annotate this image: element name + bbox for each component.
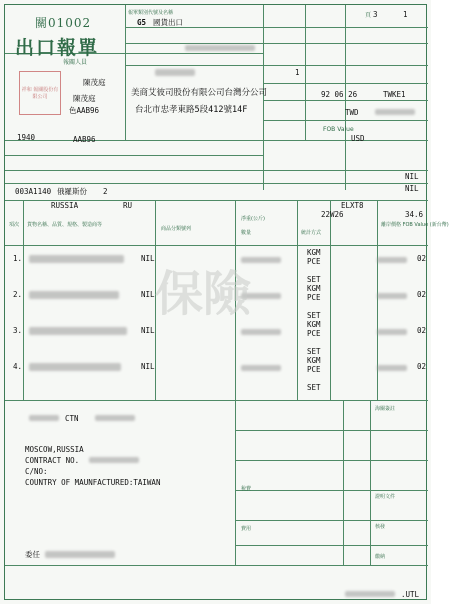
tariff-label: 稅費 bbox=[241, 486, 252, 492]
redacted-field bbox=[241, 329, 281, 335]
divider bbox=[5, 155, 263, 156]
redacted-field bbox=[377, 365, 407, 371]
col-fob-header: 離岸價格 FOB Value (新台幣) bbox=[381, 222, 449, 228]
nil-field-2: NIL bbox=[405, 184, 419, 193]
currency-code: TWKE1 bbox=[383, 90, 406, 99]
col-item-header: 項次 bbox=[9, 222, 20, 228]
page-label: 頁 bbox=[365, 12, 372, 19]
ctn-label: CTN bbox=[65, 414, 79, 423]
box-count: 1 bbox=[295, 68, 300, 77]
item-unit: KGM bbox=[307, 356, 321, 365]
divider bbox=[235, 545, 428, 546]
divider bbox=[5, 565, 428, 566]
origin-label: 俄羅斯份 bbox=[57, 187, 87, 196]
divider bbox=[330, 200, 331, 400]
fob-value-label: FOB Value bbox=[323, 126, 354, 133]
broker-code-stamp: 色AAB96 bbox=[69, 106, 100, 115]
item-unit: KGM bbox=[307, 248, 321, 257]
item-unit: SET bbox=[307, 275, 321, 284]
divider bbox=[5, 400, 428, 401]
divider bbox=[235, 430, 428, 431]
redacted-field bbox=[29, 255, 124, 263]
exporter-address: 台北市忠孝東路5段412號14F bbox=[135, 105, 248, 115]
vessel-code: ELXT8 bbox=[341, 201, 364, 210]
redacted-field bbox=[95, 415, 135, 421]
redacted-field bbox=[345, 591, 395, 597]
declaration-type-code: G5 bbox=[137, 18, 147, 27]
divider bbox=[235, 460, 428, 461]
col-stat-header: 統計方式 bbox=[301, 230, 322, 236]
redacted-field bbox=[29, 415, 59, 421]
origin-code: 003A1140 bbox=[15, 187, 52, 196]
item-unit: PCE bbox=[307, 257, 321, 266]
item-nil: NIL bbox=[141, 254, 155, 263]
divider bbox=[23, 200, 24, 400]
divider bbox=[125, 5, 126, 140]
divider bbox=[5, 183, 428, 184]
form-frame bbox=[4, 4, 449, 600]
redacted-field bbox=[377, 329, 407, 335]
divider bbox=[263, 83, 428, 84]
currency-usd: USD bbox=[351, 134, 365, 143]
item-code: 02 bbox=[417, 254, 427, 263]
nil-field-1: NIL bbox=[405, 172, 419, 181]
divider bbox=[235, 520, 428, 521]
declaration-type-name: 國貨出口 bbox=[153, 18, 183, 27]
divider bbox=[235, 490, 428, 491]
divider bbox=[125, 65, 428, 66]
customs-broker-seal: 祥和 報關股份有限公司 bbox=[19, 71, 61, 115]
customs-check-label: 海關簽註 bbox=[375, 406, 396, 412]
declaration-type-label: 報單類別代號及名稱 bbox=[128, 10, 174, 16]
divider bbox=[125, 43, 428, 44]
marks-destination: MOSCOW,RUSSIA bbox=[25, 445, 84, 454]
item-unit: SET bbox=[307, 383, 321, 392]
divider bbox=[235, 400, 236, 565]
item-unit: PCE bbox=[307, 293, 321, 302]
divider bbox=[125, 27, 428, 28]
divider bbox=[125, 140, 263, 141]
page-total: 1 bbox=[403, 10, 408, 19]
redacted-field bbox=[377, 257, 407, 263]
item-code: 02 bbox=[417, 362, 427, 371]
gross-weight: 34.6 bbox=[405, 210, 424, 219]
page-number: 3 bbox=[373, 10, 378, 19]
year-code: 1940 bbox=[17, 133, 36, 142]
item-unit: SET bbox=[307, 311, 321, 320]
destination-code: RU bbox=[123, 201, 133, 210]
vessel-voyage: 22W26 bbox=[321, 210, 344, 219]
redacted-field bbox=[45, 551, 115, 558]
divider bbox=[263, 140, 428, 141]
redacted-field bbox=[375, 109, 415, 115]
form-title: 出口報單 bbox=[15, 37, 100, 59]
item-nil: NIL bbox=[141, 362, 155, 371]
redacted-field bbox=[29, 327, 127, 335]
divider bbox=[5, 245, 428, 246]
item-number: 4. bbox=[13, 362, 23, 371]
destination: RUSSIA bbox=[51, 201, 79, 210]
import-code: AAB96 bbox=[73, 135, 96, 144]
redacted-field bbox=[89, 457, 139, 463]
fee-label: 費用 bbox=[241, 526, 252, 532]
item-number: 2. bbox=[13, 290, 23, 299]
redacted-field bbox=[241, 365, 281, 371]
item-code: 02 bbox=[417, 326, 427, 335]
currency: TWD bbox=[345, 108, 359, 117]
marks-country: COUNTRY OF MAUNFACTURED:TAIWAN bbox=[25, 478, 161, 487]
redacted-field bbox=[377, 293, 407, 299]
redacted-field bbox=[29, 291, 119, 299]
item-nil: NIL bbox=[141, 290, 155, 299]
item-unit: PCE bbox=[307, 365, 321, 374]
redacted-field bbox=[185, 45, 255, 51]
divider bbox=[343, 400, 344, 565]
divider bbox=[263, 120, 428, 121]
marks-carton-no: C/NO: bbox=[25, 467, 48, 476]
marks-contract: CONTRACT NO. bbox=[25, 456, 80, 465]
redacted-field bbox=[29, 363, 121, 371]
item-number: 1. bbox=[13, 254, 23, 263]
origin-count: 2 bbox=[103, 187, 108, 196]
certificate-label: 證明文件 bbox=[375, 494, 396, 500]
item-unit: PCE bbox=[307, 329, 321, 338]
broker-name: 陳茂庭 bbox=[83, 78, 106, 87]
utl-mark: .UTL bbox=[401, 590, 420, 599]
divider bbox=[263, 100, 428, 101]
redacted-field bbox=[155, 69, 195, 76]
pay-label: 繳納 bbox=[375, 554, 386, 560]
entrust-label: 委任 bbox=[25, 550, 40, 559]
item-unit: SET bbox=[307, 347, 321, 356]
item-nil: NIL bbox=[141, 326, 155, 335]
col-qty-header: 數量 bbox=[241, 230, 252, 236]
broker-stamp-name: 陳茂庭 bbox=[73, 94, 96, 103]
item-unit: KGM bbox=[307, 320, 321, 329]
divider bbox=[370, 400, 371, 565]
declare-date: 92 06 26 bbox=[321, 90, 358, 99]
col-net-header: 淨重(公斤) bbox=[241, 216, 265, 222]
item-number: 3. bbox=[13, 326, 23, 335]
divider bbox=[5, 170, 428, 171]
form-number: 關01002 bbox=[35, 16, 92, 30]
broker-label: 報關人員 bbox=[63, 59, 88, 66]
col-goods-header: 貨物名稱、品質、規格、製造商等 bbox=[27, 222, 103, 228]
verify-label: 核發 bbox=[375, 524, 386, 530]
divider bbox=[297, 200, 298, 400]
item-unit: KGM bbox=[307, 284, 321, 293]
item-code: 02 bbox=[417, 290, 427, 299]
exporter-name: 美商艾彼司股份有限公司台灣分公司 bbox=[131, 88, 268, 98]
col-code-header: 商品分類號列 bbox=[161, 226, 192, 232]
watermark: 保險 bbox=[155, 266, 252, 322]
